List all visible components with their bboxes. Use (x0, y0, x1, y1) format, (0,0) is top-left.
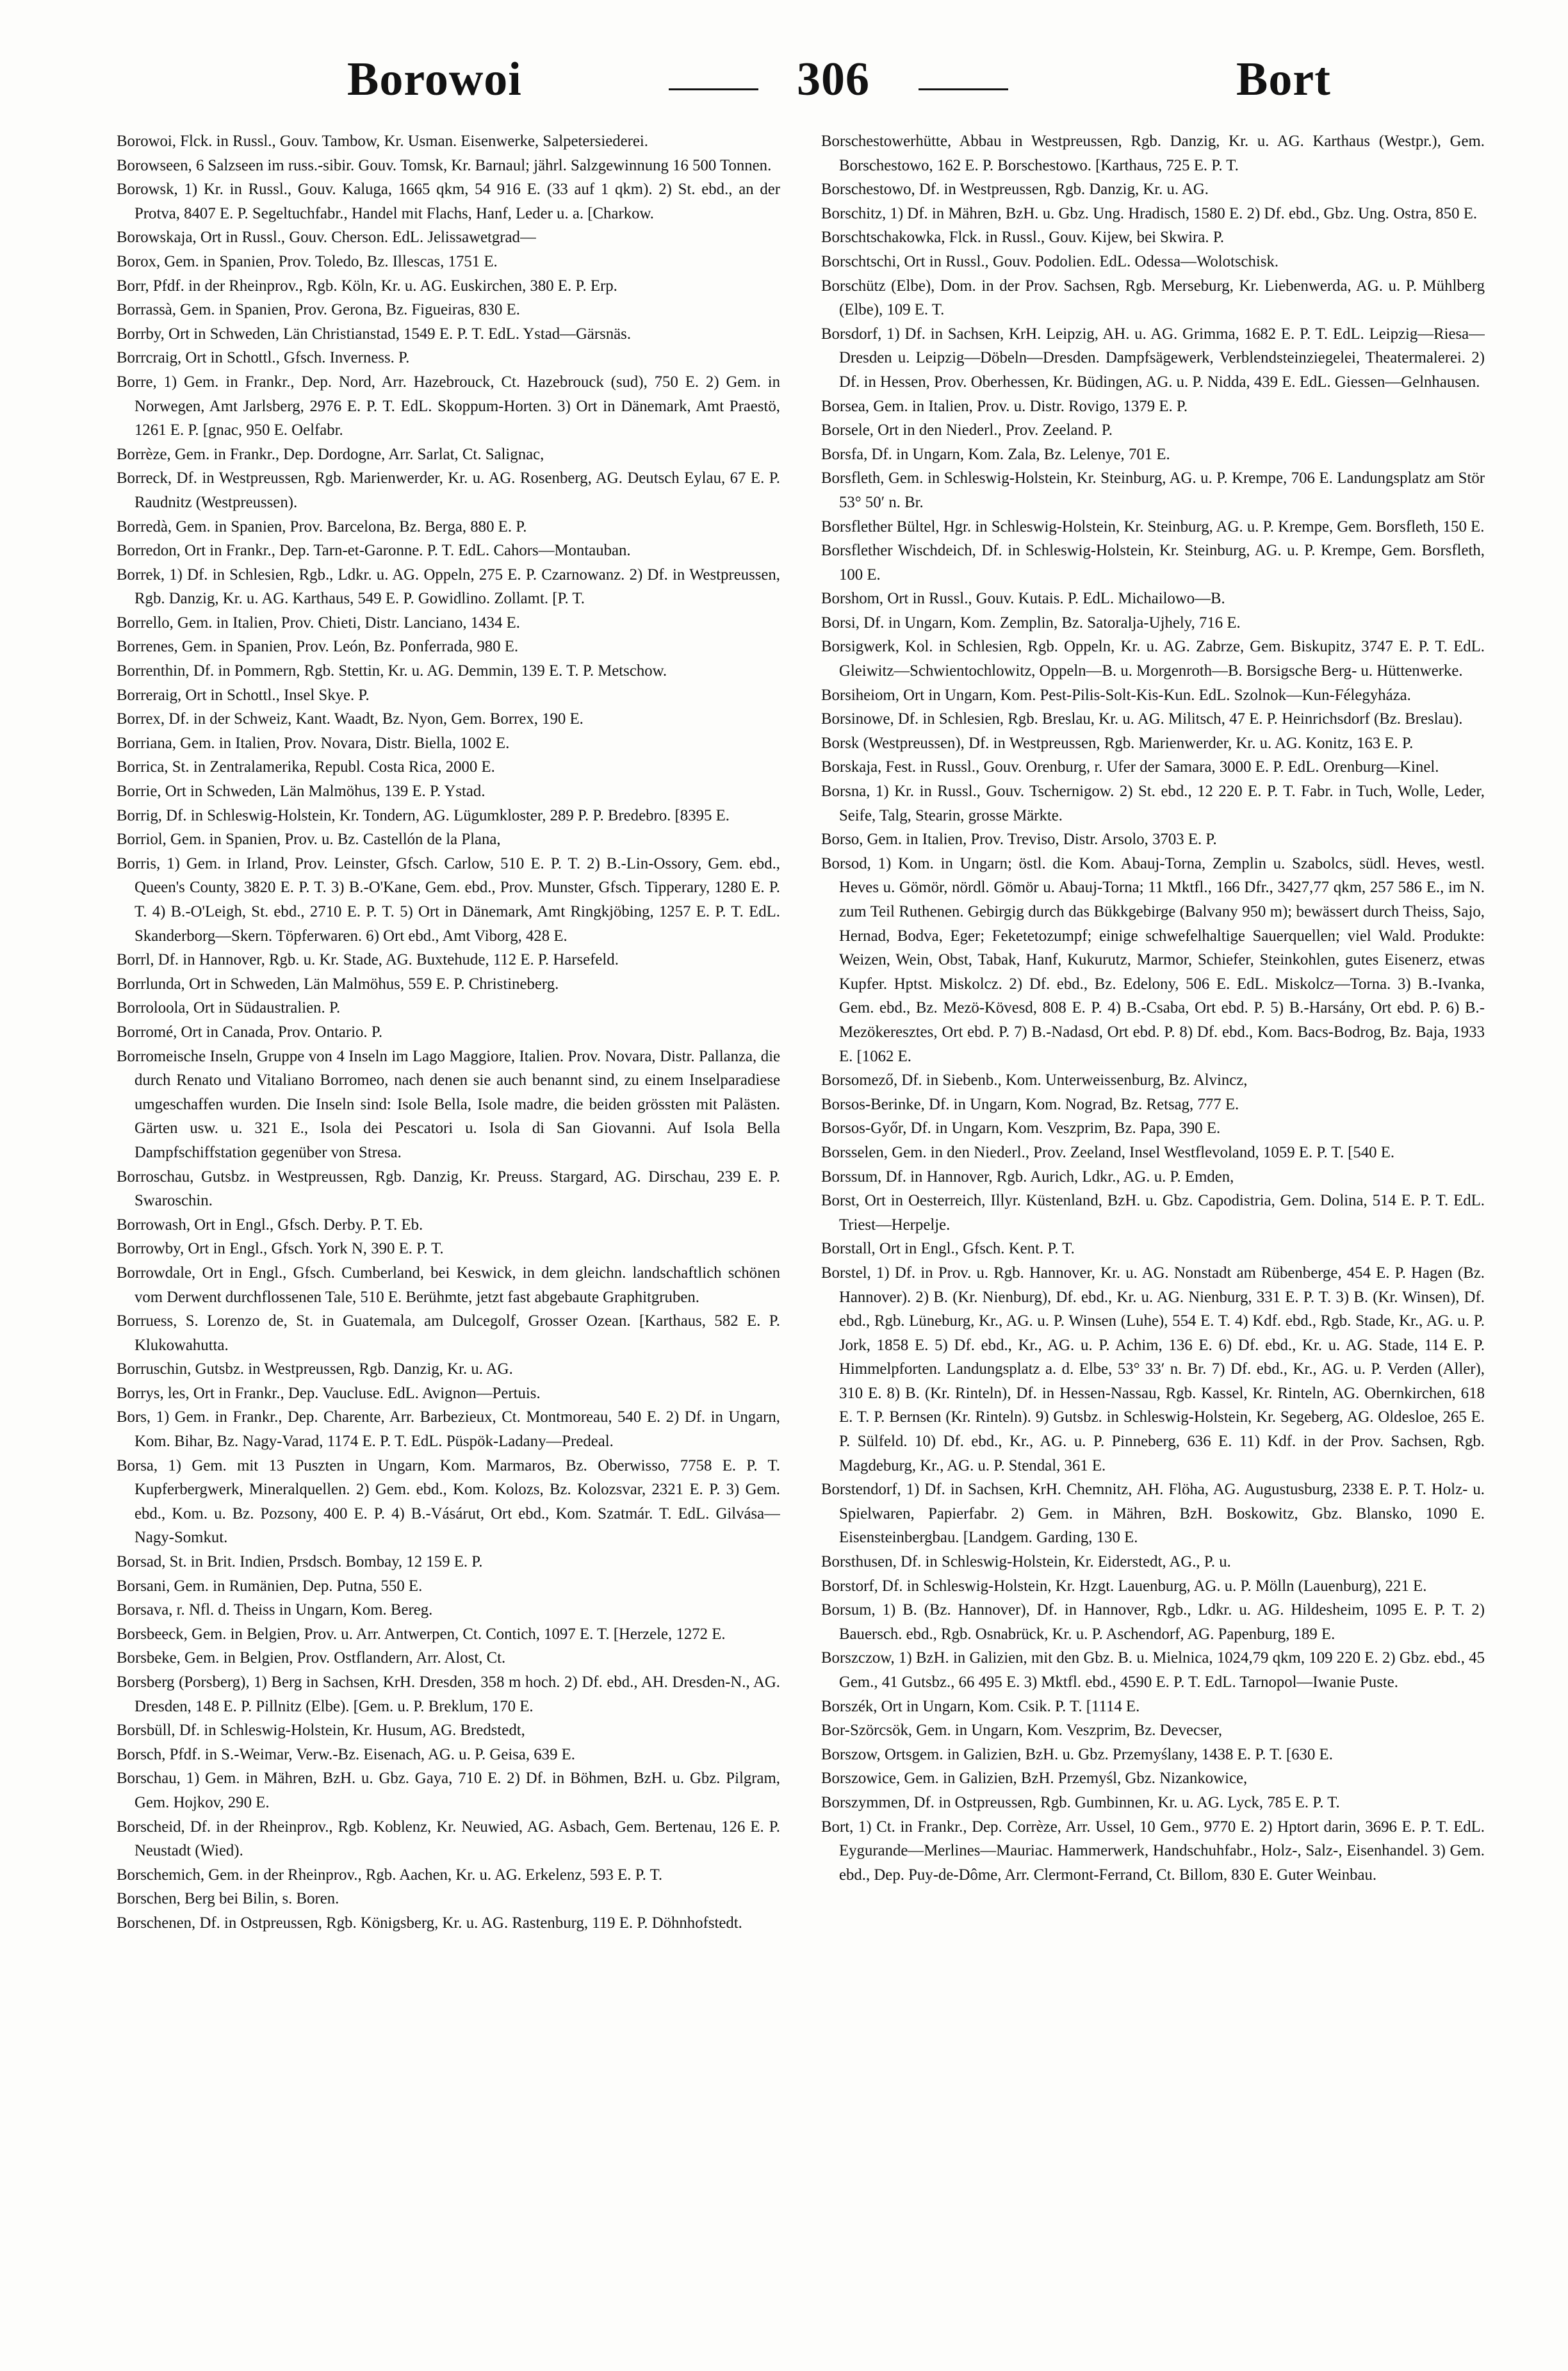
gazetteer-entry: Borskaja, Fest. in Russl., Gouv. Orenburg, r. Ufer der Samara, 3000 E. P. EdL. Orenburg—Kinel. (821, 758, 1439, 776)
gazetteer-entry: Bors, 1) Gem. in Frankr., Dep. Charente, Arr. Barbezieux, Ct. Montmoreau, 540 E. 2) Df. in Ungarn, Kom. Bihar, Bz. Nagy-Varad, 1174 E. P. T. EdL. Püspök-Ladany—Predeal. (117, 1408, 780, 1451)
gazetteer-entry: Borrèze, Gem. in Frankr., Dep. Dordogne, Arr. Sarlat, Ct. Salignac, (117, 445, 544, 463)
text-columns (117, 129, 1485, 2333)
gazetteer-entry: Borromé, Ort in Canada, Prov. Ontario. P. (117, 1023, 383, 1041)
gazetteer-entry: Borscheid, Df. in der Rheinprov., Rgb. Koblenz, Kr. Neuwied, AG. Asbach, Gem. Bertenau, 126 E. P. Neustadt (Wied). (117, 1818, 780, 1860)
gazetteer-entry: Borre, 1) Gem. in Frankr., Dep. Nord, Arr. Hazebrouck, Ct. Hazebrouck (sud), 750 E. 2) Gem. in Norwegen, Amt Jarlsberg, 2976 E. P. T. EdL. Skoppum-Horten. 3) Ort in Dänemark, Amt Praestö, 1261 E. P. [gnac, 950 E. Oelfabr. (117, 373, 780, 439)
gazetteer-entry: Borsos-Berinke, Df. in Ungarn, Kom. Nograd, Bz. Retsag, 777 E. (821, 1095, 1239, 1113)
gazetteer-entry: Borsomező, Df. in Siebenb., Kom. Unterweissenburg, Bz. Alvincz, (821, 1071, 1248, 1089)
gazetteer-entry: Borrenes, Gem. in Spanien, Prov. León, Bz. Ponferrada, 980 E. (117, 638, 519, 656)
gazetteer-entry: Borsele, Ort in den Niederl., Prov. Zeeland. P. (821, 421, 1113, 439)
gazetteer-entry: Borsiheiom, Ort in Ungarn, Kom. Pest-Pilis-Solt-Kis-Kun. EdL. Szolnok—Kun-Félegyháza. (821, 686, 1411, 704)
gazetteer-entry: Borsigwerk, Kol. in Schlesien, Rgb. Oppeln, Kr. u. AG. Zabrze, Gem. Biskupitz, 3747 E. P. T. EdL. Gleiwitz—Schwientochlowitz, Oppeln—B. u. Morgenroth—B. Borsigsche Berg- u. Hüttenwerke. (821, 638, 1485, 680)
gazetteer-entry: Borrowdale, Ort in Engl., Gfsch. Cumberland, bei Keswick, in dem gleichn. landschaftlich schönen vom Derwent durchflossenen Tale, 510 E. Berühmte, jetzt fast abgebaute Graphitgruben. (117, 1264, 780, 1306)
gazetteer-entry: Borschen, Berg bei Bilin, s. Boren. (117, 1890, 339, 1908)
gazetteer-entry: Borstendorf, 1) Df. in Sachsen, KrH. Chemnitz, AH. Flöha, AG. Augustusburg, 2338 E. P. T. Holz- u. Spielwaren, Papierfabr. 2) Gem. in Mähren, BzH. Boskowitz, Gbz. Blansko, 1090 E. Eisensteinbergbau. [Landgem. Garding, 130 E. (821, 1481, 1485, 1547)
gazetteer-entry: Borszék, Ort in Ungarn, Kom. Csik. P. T. [1114 E. (821, 1697, 1140, 1715)
gazetteer-entry: Borowseen, 6 Salzseen im russ.-sibir. Gouv. Tomsk, Kr. Barnaul; jährl. Salzgewinnung 16 500 Tonnen. (117, 156, 772, 174)
gazetteer-entry: Borriana, Gem. in Italien, Prov. Novara, Distr. Biella, 1002 E. (117, 734, 510, 752)
gazetteer-entry: Borrello, Gem. in Italien, Prov. Chieti, Distr. Lanciano, 1434 E. (117, 614, 520, 631)
gazetteer-entry: Borroschau, Gutsbz. in Westpreussen, Rgb. Danzig, Kr. Preuss. Stargard, AG. Dirschau, 239 E. P. Swaroschin. (117, 1168, 780, 1210)
page-header (117, 46, 1485, 129)
gazetteer-entry: Borrlunda, Ort in Schweden, Län Malmöhus, 559 E. P. Christineberg. (117, 975, 559, 993)
gazetteer-entry: Borsk (Westpreussen), Df. in Westpreussen, Rgb. Marienwerder, Kr. u. AG. Konitz, 163 E. P. (821, 734, 1414, 752)
gazetteer-entry: Borsava, r. Nfl. d. Theiss in Ungarn, Kom. Bereg. (117, 1601, 433, 1619)
gazetteer-entry: Borschtschi, Ort in Russl., Gouv. Podolien. EdL. Odessa—Wolotschisk. (821, 252, 1279, 270)
gazetteer-entry: Borsa, 1) Gem. mit 13 Puszten in Ungarn, Kom. Marmaros, Bz. Oberwisso, 7758 E. P. T. Kupferbergwerk, Mineralquellen. 2) Gem. ebd., Kom. Kolozs, Bz. Kolozsvar, 2321 E. P. 3) Gem. ebd., Kom. u. Bz. Pozsony, 400 E. P. 4) B.-Vásárut, Ort ebd., Kom. Szatmár. T. EdL. Gilvása—Nagy-Somkut. (117, 1456, 780, 1547)
gazetteer-entry: Borstall, Ort in Engl., Gfsch. Kent. P. T. (821, 1240, 1075, 1258)
gazetteer-entry: Borsi, Df. in Ungarn, Kom. Zemplin, Bz. Satoralja-Ujhely, 716 E. (821, 614, 1241, 631)
gazetteer-entry: Borsad, St. in Brit. Indien, Prsdsch. Bombay, 12 159 E. P. (117, 1553, 483, 1571)
gazetteer-entry: Borris, 1) Gem. in Irland, Prov. Leinster, Gfsch. Carlow, 510 E. P. T. 2) B.-Lin-Ossory, Gem. ebd., Queen's County, 3820 E. P. T. 3) B.-O'Kane, Gem. ebd., Prov. Munster, Gfsch. Tipperary, 1280 E. P. T. 4) B.-O'Leigh, St. ebd., 2710 E. P. T. 5) Ort in Dänemark, Amt Ringkjöbing, 1257 E. P. T. EdL. Skanderborg—Skern. Töpferwaren. 6) Ort ebd., Amt Viborg, 428 E. (117, 854, 780, 945)
gazetteer-entry: Borsinowe, Df. in Schlesien, Rgb. Breslau, Kr. u. AG. Militsch, 47 E. P. Heinrichsdorf (Bz. Breslau). (821, 710, 1463, 728)
gazetteer-entry: Borsea, Gem. in Italien, Prov. u. Distr. Rovigo, 1379 E. P. (821, 397, 1188, 415)
left-column (117, 129, 780, 2333)
gazetteer-entry: Borrby, Ort in Schweden, Län Christianstad, 1549 E. P. T. EdL. Ystad—Gärsnäs. (117, 325, 632, 343)
gazetteer-entry: Borrig, Df. in Schleswig-Holstein, Kr. Tondern, AG. Lügumkloster, 289 P. P. Bredebro. [8395 E. (117, 806, 730, 824)
gazetteer-entry: Borrenthin, Df. in Pommern, Rgb. Stettin, Kr. u. AG. Demmin, 139 E. T. P. Metschow. (117, 662, 667, 680)
gazetteer-entry: Borrcraig, Ort in Schottl., Gfsch. Inverness. P. (117, 349, 410, 367)
gazetteer-entry: Borrowby, Ort in Engl., Gfsch. York N, 390 E. P. T. (117, 1240, 444, 1258)
gazetteer-entry: Borschtschakowka, Flck. in Russl., Gouv. Kijew, bei Skwira. P. (821, 229, 1225, 247)
gazetteer-entry: Borssum, Df. in Hannover, Rgb. Aurich, Ldkr., AG. u. P. Emden, (821, 1168, 1234, 1186)
gazetteer-entry: Borstorf, Df. in Schleswig-Holstein, Kr. Hzgt. Lauenburg, AG. u. P. Mölln (Lauenburg), 221 E. (821, 1577, 1427, 1595)
gazetteer-entry: Borsos-Győr, Df. in Ungarn, Kom. Veszprim, Bz. Papa, 390 E. (821, 1120, 1221, 1137)
gazetteer-entry: Borrica, St. in Zentralamerika, Republ. Costa Rica, 2000 E. (117, 758, 495, 776)
header-rule-right (919, 88, 1008, 90)
gazetteer-entry: Borshom, Ort in Russl., Gouv. Kutais. P. EdL. Michailowo—B. (821, 590, 1225, 608)
gazetteer-entry: Borsna, 1) Kr. in Russl., Gouv. Tschernigow. 2) St. ebd., 12 220 E. P. T. Fabr. in Tuch, Wolle, Leder, Seife, Talg, Stearin, grosse Märkte. (821, 783, 1485, 824)
gazetteer-entry: Borrys, les, Ort in Frankr., Dep. Vaucluse. EdL. Avignon—Pertuis. (117, 1384, 541, 1402)
gazetteer-entry: Borruess, S. Lorenzo de, St. in Guatemala, am Dulcegolf, Grosser Ozean. [Karthaus, 582 E. P. Klukowahutta. (117, 1312, 780, 1354)
gazetteer-entry: Borsberg (Porsberg), 1) Berg in Sachsen, KrH. Dresden, 358 m hoch. 2) Df. ebd., AH. Dresden-N., AG. Dresden, 148 E. P. Pillnitz (Elbe). [Gem. u. P. Breklum, 170 E. (117, 1674, 780, 1715)
gazetteer-entry: Borowskaja, Ort in Russl., Gouv. Cherson. EdL. Jelissawetgrad— (117, 229, 536, 247)
gazetteer-entry: Borsani, Gem. in Rumänien, Dep. Putna, 550 E. (117, 1577, 423, 1595)
gazetteer-entry: Bor-Szörcsök, Gem. in Ungarn, Kom. Veszprim, Bz. Devecser, (821, 1722, 1223, 1740)
gazetteer-entry: Borreraig, Ort in Schottl., Insel Skye. P. (117, 686, 370, 704)
gazetteer-entry: Borrex, Df. in der Schweiz, Kant. Waadt, Bz. Nyon, Gem. Borrex, 190 E. (117, 710, 584, 728)
gazetteer-entry: Borox, Gem. in Spanien, Prov. Toledo, Bz. Illescas, 1751 E. (117, 252, 498, 270)
gazetteer-entry: Borowsk, 1) Kr. in Russl., Gouv. Kaluga, 1665 qkm, 54 916 E. (33 auf 1 qkm). 2) St. ebd., an der Protva, 8407 E. P. Segeltuchfabr., Handel mit Flachs, Hanf, Leder u. a. [Charkow. (117, 181, 780, 222)
gazetteer-entry: Borschau, 1) Gem. in Mähren, BzH. u. Gbz. Gaya, 710 E. 2) Df. in Böhmen, BzH. u. Gbz. Pilgram, Gem. Hojkov, 290 E. (117, 1770, 780, 1811)
gazetteer-entry: Borschütz (Elbe), Dom. in der Prov. Sachsen, Rgb. Merseburg, Kr. Liebenwerda, AG. u. P. Mühlberg (Elbe), 109 E. T. (821, 277, 1485, 319)
gazetteer-entry: Borszymmen, Df. in Ostpreussen, Rgb. Gumbinnen, Kr. u. AG. Lyck, 785 E. P. T. (821, 1793, 1340, 1811)
gazetteer-entry: Borromeische Inseln, Gruppe von 4 Inseln im Lago Maggiore, Italien. Prov. Novara, Distr. Pallanza, die durch Renato und Vitaliano Borromeo, nach denen sie auch benannt sind, zu einem Inselparadiese umgeschaffen wurden. Die Inseln sind: Isole Bella, Isole madre, die beiden grössten mit Palästen. Gärten usw. u. 321 E., Isola dei Pescatori u. Isola di San Giovanni. Auf Isola Bella Dampfschiffstation gegenüber von Stresa. (117, 1047, 780, 1161)
gazetteer-entry: Borsod, 1) Kom. in Ungarn; östl. die Kom. Abauj-Torna, Zemplin u. Szabolcs, südl. Heves, westl. Heves u. Gömör, nördl. Gömör u. Abauj-Torna; 11 Mktfl., 166 Dfr., 3427,77 qkm, 257 586 E., im N. zum Teil Ruthenen. Gebirgig durch das Bükkgebirge (Balvany 950 m); bewässert durch Theiss, Sajo, Hernad, Bodva, Eger; Feketetozumpf; einige schwefelhaltige Sauerquellen; viel Wald. Produkte: Weizen, Wein, Obst, Tabak, Hanf, Kukurutz, Marmor, Schiefer, Steinkohlen, gutes Eisenerz, etwas Kupfer. Hptst. Miskolcz. 2) Df. ebd., Bz. Edelony, 506 E. EdL. Miskolcz—Torna. 3) B.-Ivanka, Gem. ebd., Bz. Mezö-Kövesd, 808 E. P. 4) B.-Csaba, Ort ebd. P. 5) B.-Harsány, Ort ebd. P. 6) B.-Mezökeresztes, Ort ebd. P. 7) B.-Nadasd, Ort ebd. P. 8) Df. ebd., Kom. Bacs-Bodrog, Bz. Baja, 1933 E. [1062 E. (821, 854, 1485, 1065)
gazetteer-entry: Borsch, Pfdf. in S.-Weimar, Verw.-Bz. Eisenach, AG. u. P. Geisa, 639 E. (117, 1745, 576, 1763)
gazetteer-entry: Borruschin, Gutsbz. in Westpreussen, Rgb. Danzig, Kr. u. AG. (117, 1360, 513, 1378)
gazetteer-entry: Borsbüll, Df. in Schleswig-Holstein, Kr. Husum, AG. Bredstedt, (117, 1722, 525, 1740)
gazetteer-entry: Borsflether Wischdeich, Df. in Schleswig-Holstein, Kr. Steinburg, AG. u. P. Krempe, Gem. Borsfleth, 100 E. (821, 542, 1485, 583)
gazetteer-entry: Borroloola, Ort in Südaustralien. P. (117, 999, 341, 1017)
gazetteer-entry: Borrie, Ort in Schweden, Län Malmöhus, 139 E. P. Ystad. (117, 783, 486, 801)
gazetteer-entry: Borschenen, Df. in Ostpreussen, Rgb. Königsberg, Kr. u. AG. Rastenburg, 119 E. P. Döhnhofstedt. (117, 1914, 742, 1932)
header-last-word: Bort (1236, 53, 1331, 106)
gazetteer-entry: Borreck, Df. in Westpreussen, Rgb. Marienwerder, Kr. u. AG. Rosenberg, AG. Deutsch Eylau, 67 E. P. Raudnitz (Westpreussen). (117, 469, 780, 511)
gazetteer-entry: Borsbeke, Gem. in Belgien, Prov. Ostflandern, Arr. Alost, Ct. (117, 1649, 506, 1667)
gazetteer-entry: Borr, Pfdf. in der Rheinprov., Rgb. Köln, Kr. u. AG. Euskirchen, 380 E. P. Erp. (117, 277, 617, 295)
gazetteer-entry: Bort, 1) Ct. in Frankr., Dep. Corrèze, Arr. Ussel, 10 Gem., 9770 E. 2) Hptort darin, 3696 E. P. T. EdL. Eygurande—Merlines—Mauriac. Hammerwerk, Handschuhfabr., Holz-, Salz-, Eisenhandel. 3) Gem. ebd., Dep. Puy-de-Dôme, Arr. Clermont-Ferrand, Ct. Billom, 830 E. Guter Weinbau. (821, 1818, 1485, 1884)
gazetteer-entry: Borszczow, 1) BzH. in Galizien, mit den Gbz. B. u. Mielnica, 1024,79 qkm, 109 220 E. 2) Gbz. ebd., 45 Gem., 41 Gutsbz., 66 495 E. 3) Mktfl. ebd., 4590 E. P. T. EdL. Tarnopol—Iwanie Puste. (821, 1649, 1485, 1691)
gazetteer-entry: Borowoi, Flck. in Russl., Gouv. Tambow, Kr. Usman. Eisenwerke, Salpetersiederei. (117, 133, 648, 150)
gazetteer-entry: Borsum, 1) B. (Bz. Hannover), Df. in Hannover, Rgb., Ldkr. u. AG. Hildesheim, 1095 E. P. T. 2) Bauersch. ebd., Rgb. Osnabrück, Kr. u. P. Aschendorf, AG. Papenburg, 189 E. (821, 1601, 1485, 1643)
page-number: 306 (797, 53, 870, 106)
gazetteer-entry: Borschitz, 1) Df. in Mähren, BzH. u. Gbz. Ung. Hradisch, 1580 E. 2) Df. ebd., Gbz. Ung. Ostra, 850 E. (821, 204, 1478, 222)
gazetteer-entry: Borsthusen, Df. in Schleswig-Holstein, Kr. Eiderstedt, AG., P. u. (821, 1553, 1231, 1571)
gazetteer-entry: Borschestowerhütte, Abbau in Westpreussen, Rgb. Danzig, Kr. u. AG. Karthaus (Westpr.), Gem. Borschestowo, 162 E. P. Borschestowo. [Karthaus, 725 E. P. T. (821, 133, 1485, 174)
gazetteer-entry: Borredon, Ort in Frankr., Dep. Tarn-et-Garonne. P. T. EdL. Cahors—Montauban. (117, 542, 631, 560)
gazetteer-entry: Borsselen, Gem. in den Niederl., Prov. Zeeland, Insel Westflevoland, 1059 E. P. T. [540 E. (821, 1143, 1395, 1161)
right-column (821, 129, 1485, 2333)
header-rule-left (669, 88, 758, 90)
header-first-word: Borowoi (347, 53, 522, 106)
gazetteer-entry: Borsdorf, 1) Df. in Sachsen, KrH. Leipzig, AH. u. AG. Grimma, 1682 E. P. T. EdL. Leipzig—Riesa—Dresden u. Leipzig—Döbeln—Dresden. Dampfsägewerk, Verblendsteinziegelei, Theatermalerei. 2) Df. in Hessen, Prov. Oberhessen, Kr. Büdingen, AG. u. P. Nidda, 439 E. EdL. Giessen—Gelnhausen. (821, 325, 1485, 391)
gazetteer-entry: Borrek, 1) Df. in Schlesien, Rgb., Ldkr. u. AG. Oppeln, 275 E. P. Czarnowanz. 2) Df. in Westpreussen, Rgb. Danzig, Kr. u. AG. Karthaus, 549 E. P. Gowidlino. Zollamt. [P. T. (117, 566, 780, 608)
gazetteer-entry: Borriol, Gem. in Spanien, Prov. u. Bz. Castellón de la Plana, (117, 831, 501, 849)
gazetteer-entry: Borrl, Df. in Hannover, Rgb. u. Kr. Stade, AG. Buxtehude, 112 E. P. Harsefeld. (117, 951, 619, 969)
gazetteer-entry: Borrowash, Ort in Engl., Gfsch. Derby. P. T. Eb. (117, 1216, 423, 1234)
gazetteer-entry: Borrassà, Gem. in Spanien, Prov. Gerona, Bz. Figueiras, 830 E. (117, 301, 520, 319)
gazetteer-entry: Borso, Gem. in Italien, Prov. Treviso, Distr. Arsolo, 3703 E. P. (821, 831, 1217, 849)
gazetteer-entry: Borredà, Gem. in Spanien, Prov. Barcelona, Bz. Berga, 880 E. P. (117, 517, 527, 535)
gazetteer-entry: Borszow, Ortsgem. in Galizien, BzH. u. Gbz. Przemyślany, 1438 E. P. T. [630 E. (821, 1745, 1333, 1763)
gazetteer-entry: Borschemich, Gem. in der Rheinprov., Rgb. Aachen, Kr. u. AG. Erkelenz, 593 E. P. T. (117, 1866, 663, 1884)
gazetteer-entry: Borsbeeck, Gem. in Belgien, Prov. u. Arr. Antwerpen, Ct. Contich, 1097 E. T. [Herzele, 1272 E. (117, 1625, 726, 1643)
gazetteer-entry: Borschestowo, Df. in Westpreussen, Rgb. Danzig, Kr. u. AG. (821, 181, 1209, 199)
gazetteer-entry: Borszowice, Gem. in Galizien, BzH. Przemyśl, Gbz. Nizankowice, (821, 1770, 1248, 1788)
gazetteer-entry: Borsfleth, Gem. in Schleswig-Holstein, Kr. Steinburg, AG. u. P. Krempe, 706 E. Landungsplatz am Stör 53° 50′ n. Br. (821, 469, 1485, 511)
gazetteer-entry: Borstel, 1) Df. in Prov. u. Rgb. Hannover, Kr. u. AG. Nonstadt am Rübenberge, 454 E. P. Hagen (Bz. Hannover). 2) B. (Kr. Nienburg), Df. ebd., Kr. u. AG. Nienburg, 331 E. P. T. 3) B. (Kr. Winsen), Df. ebd., Rgb. Lüneburg, Kr., AG. u. P. Winsen (Luhe), 554 E. T. 4) Kdf. ebd., Rgb. Stade, Kr., AG. u. P. Jork, 1858 E. 5) Df. ebd., Kr., AG. u. P. Achim, 136 E. 6) Df. ebd., Kr. u. AG. Stade, 114 E. P. Himmelpforten. Landungsplatz a. d. Elbe, 53° 33′ n. Br. 7) Df. ebd., Kr., AG. u. P. Verden (Aller), 310 E. 8) B. (Kr. Rinteln), Df. in Hessen-Nassau, Rgb. Kassel, Kr. Rinteln, AG. Obernkirchen, 618 E. T. P. Bernsen (Kr. Rinteln). 9) Gutsbz. in Schleswig-Holstein, Kr. Segeberg, AG. Oldesloe, 265 E. P. Sülfeld. 10) Df. ebd., Kr., AG. u. P. Pinneberg, 636 E. 11) Kdf. in der Prov. Sachsen, Rgb. Magdeburg, Kr., AG. u. P. Stendal, 361 E. (821, 1264, 1485, 1474)
gazetteer-entry: Borst, Ort in Oesterreich, Illyr. Küstenland, BzH. u. Gbz. Capodistria, Gem. Dolina, 514 E. P. T. EdL. Triest—Herpelje. (821, 1192, 1485, 1234)
gazetteer-entry: Borsfa, Df. in Ungarn, Kom. Zala, Bz. Lelenye, 701 E. (821, 445, 1170, 463)
gazetteer-entry: Borsflether Bültel, Hgr. in Schleswig-Holstein, Kr. Steinburg, AG. u. P. Krempe, Gem. Borsfleth, 150 E. (821, 517, 1485, 535)
